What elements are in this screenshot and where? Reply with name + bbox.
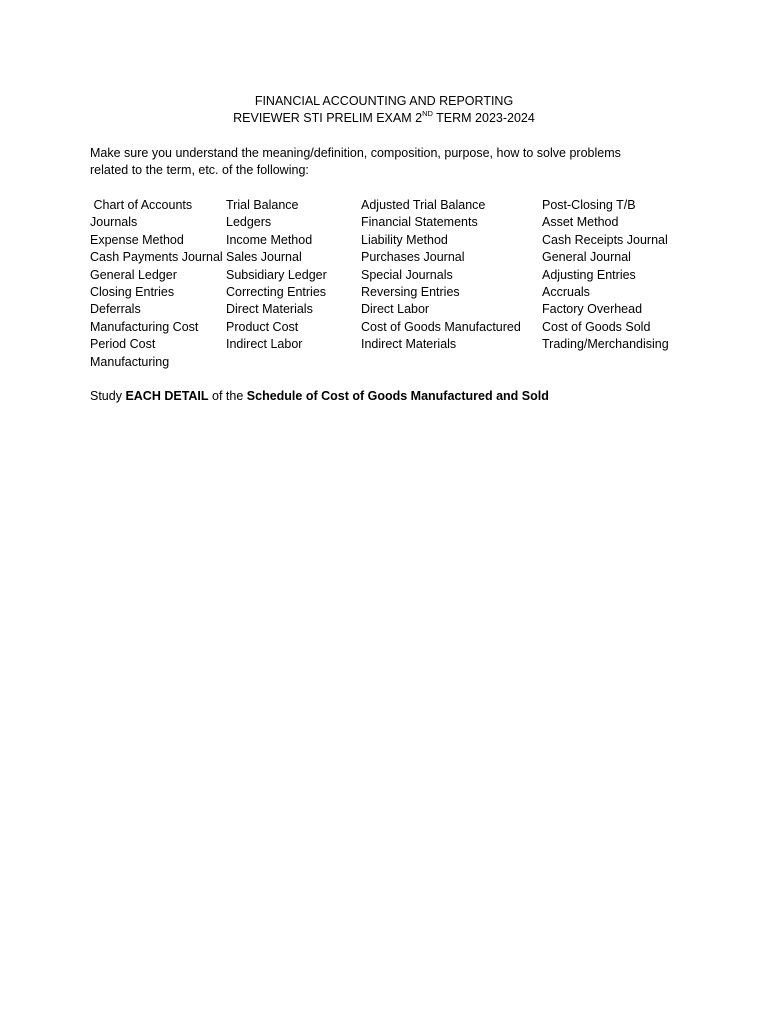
terms-column-3	[361, 197, 521, 354]
terms-column-4	[542, 197, 669, 354]
term-item: General Ledger	[90, 267, 177, 282]
term-item: Asset Method	[542, 215, 619, 230]
term-item: Direct Materials	[226, 302, 313, 317]
intro-line-1: Make sure you understand the meaning/definition, composition, purpose, how to solve problems	[90, 146, 621, 160]
term-item: Trading/Merchandising	[542, 337, 669, 352]
term-item: Special Journals	[361, 267, 453, 282]
term-item: Correcting Entries	[226, 284, 327, 299]
term-item: Ledgers	[226, 215, 272, 230]
term-item: Cash Payments Journal	[90, 250, 223, 265]
term-item: Reversing Entries	[361, 284, 460, 299]
term-item: Accruals	[542, 284, 590, 299]
term-item: Closing Entries	[90, 284, 175, 299]
term-item: Indirect Labor	[226, 337, 303, 352]
terms-list	[90, 197, 690, 377]
term-item: Adjusting Entries	[542, 267, 636, 282]
term-item: Liability Method	[361, 232, 448, 247]
terms-column-1	[90, 197, 223, 371]
title-line-2-prefix: REVIEWER STI PRELIM EXAM 2	[233, 111, 423, 126]
terms-column-2	[226, 197, 327, 354]
term-item: Subsidiary Ledger	[226, 267, 327, 282]
intro-paragraph	[90, 145, 690, 180]
term-item: Purchases Journal	[361, 250, 465, 265]
term-item: Sales Journal	[226, 250, 302, 265]
term-item: Factory Overhead	[542, 302, 643, 317]
term-item: Manufacturing Cost	[90, 319, 199, 334]
term-item: Product Cost	[226, 319, 299, 334]
title-superscript: ND	[422, 109, 433, 119]
term-item: Cost of Goods Sold	[542, 319, 651, 334]
study-emphasis: EACH DETAIL	[125, 389, 209, 403]
term-item: Adjusted Trial Balance	[361, 198, 486, 212]
study-subject: Schedule of Cost of Goods Manufactured and Sold	[246, 389, 549, 403]
term-item: Financial Statements	[361, 215, 478, 230]
term-item: Cash Receipts Journal	[542, 232, 668, 247]
term-item: Journals	[90, 215, 138, 230]
intro-line-2: related to the term, etc. of the following:	[90, 163, 309, 178]
study-middle: of the	[208, 389, 247, 403]
term-item: Trial Balance	[226, 198, 299, 212]
title-line-2-suffix: TERM 2023-2024	[432, 111, 535, 126]
term-item: Income Method	[226, 232, 313, 247]
term-item: General Journal	[542, 250, 631, 265]
study-prefix: Study	[90, 389, 126, 403]
title-line-1: FINANCIAL ACCOUNTING AND REPORTING	[254, 94, 514, 108]
term-item: Direct Labor	[361, 302, 430, 317]
title-line-2	[0, 110, 768, 127]
document-title	[0, 93, 768, 128]
term-item: Deferrals	[90, 302, 141, 317]
term-item: Period Cost	[90, 337, 156, 352]
term-item: Post-Closing T/B	[542, 198, 636, 212]
term-item: Expense Method	[90, 232, 184, 247]
study-instruction	[90, 388, 549, 405]
term-item: Chart of Accounts	[90, 198, 193, 212]
term-item: Manufacturing	[90, 354, 170, 369]
term-item: Indirect Materials	[361, 337, 457, 352]
term-item: Cost of Goods Manufactured	[361, 319, 521, 334]
